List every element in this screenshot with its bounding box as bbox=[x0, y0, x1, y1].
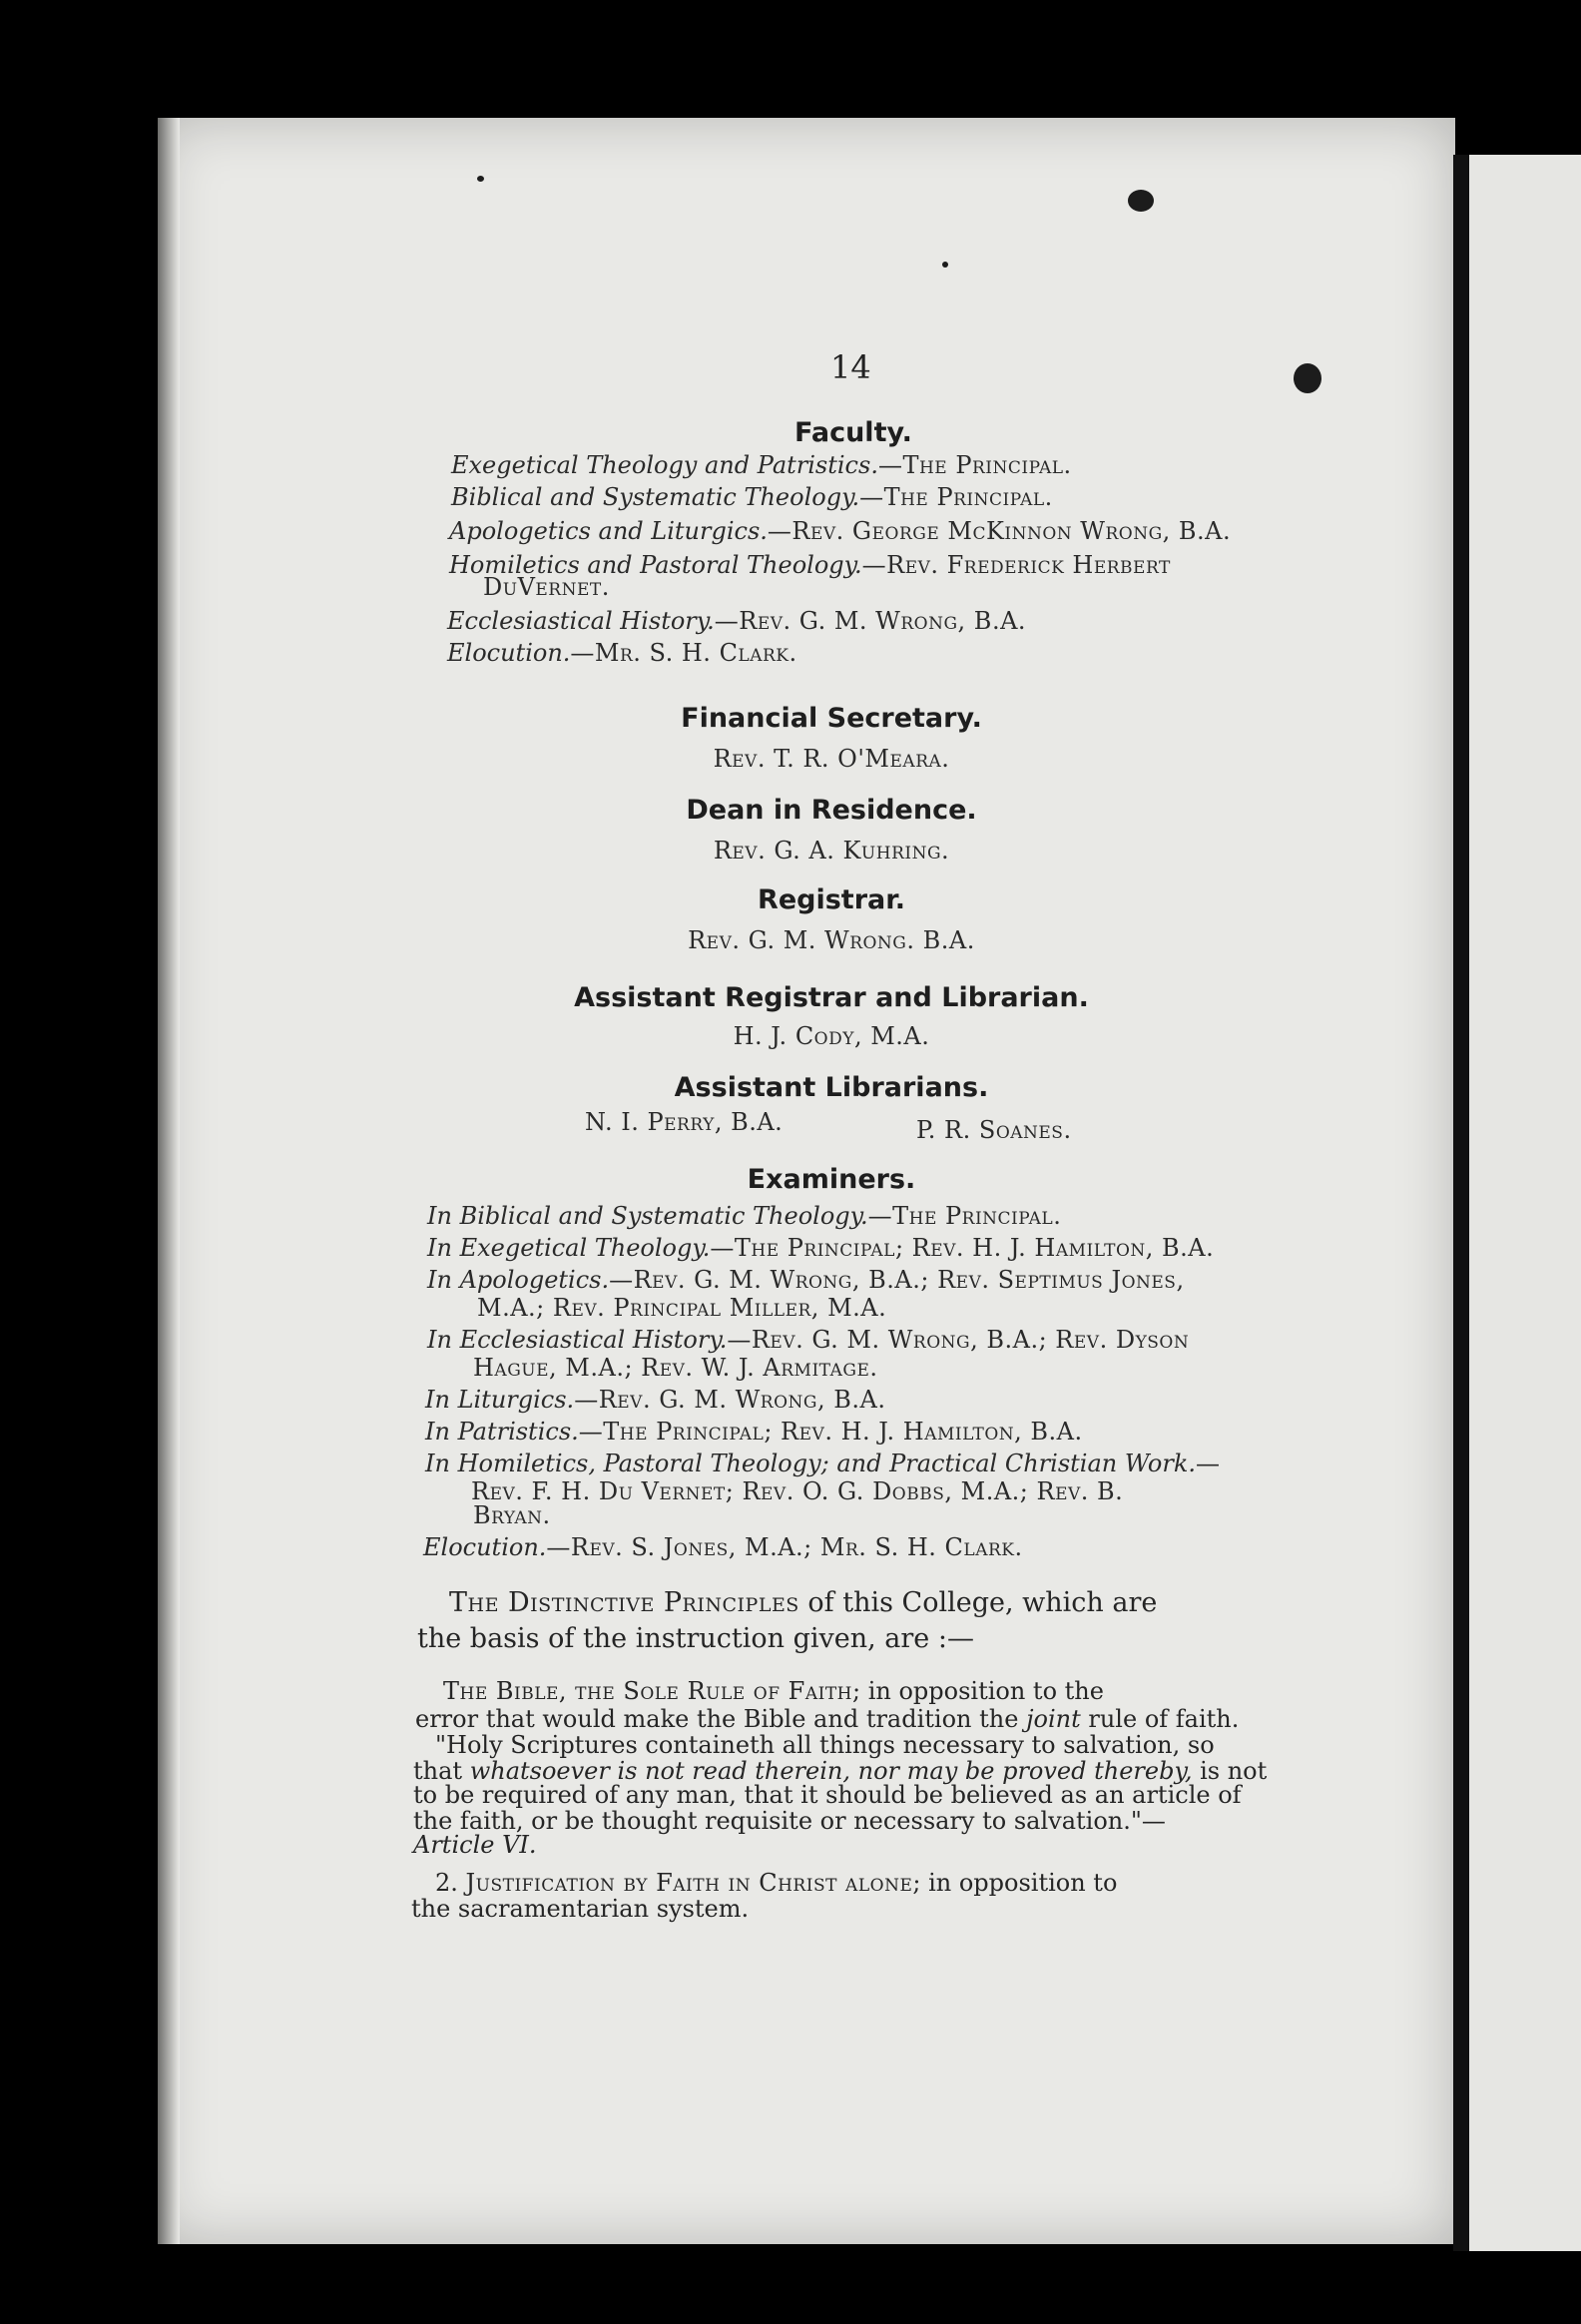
examiner-line: In Ecclesiastical History.—Rev. G. M. Wrong, B.A.; Rev. Dyson bbox=[427, 1326, 1190, 1354]
examiner-line: Rev. F. H. Du Vernet; Rev. O. G. Dobbs, M.A.; Rev. B. bbox=[471, 1477, 1124, 1505]
principle-1: The Bible, the Sole Rule of Faith; in opposition to the bbox=[443, 1677, 1104, 1705]
assistant-librarian-name: P. R. Soanes. bbox=[916, 1116, 1072, 1144]
examiner-line: In Biblical and Systematic Theology.—The Principal. bbox=[427, 1202, 1062, 1230]
examiner-line: In Liturgics.—Rev. G. M. Wrong, B.A. bbox=[425, 1386, 886, 1414]
principle-1-line: error that would make the Bible and tradition the joint rule of faith. bbox=[415, 1705, 1240, 1733]
examiner-line: M.A.; Rev. Principal Miller, M.A. bbox=[477, 1294, 887, 1322]
principle-1-line: the faith, or be thought requisite or necessary to salvation."— bbox=[413, 1807, 1166, 1835]
financial-secretary-heading: Financial Secretary. bbox=[681, 703, 982, 734]
principle-1-line: that whatsoever is not read therein, nor may be proved thereby, is not bbox=[413, 1757, 1268, 1785]
principle-2: 2. Justification by Faith in Christ alone; in opposition to bbox=[435, 1869, 1118, 1897]
registrar-name: Rev. G. M. Wrong. B.A. bbox=[688, 926, 975, 954]
faculty-line: Elocution.—Mr. S. H. Clark. bbox=[447, 639, 797, 667]
examiner-line: Hague, M.A.; Rev. W. J. Armitage. bbox=[473, 1354, 878, 1382]
principle-2-line: the sacramentarian system. bbox=[411, 1895, 750, 1923]
faculty-line: DuVernet. bbox=[483, 573, 610, 601]
principles-intro: The Distinctive Principles of this College, which are bbox=[449, 1587, 1158, 1618]
faculty-heading: Faculty. bbox=[794, 417, 912, 448]
faculty-line: Homiletics and Pastoral Theology.—Rev. Frederick Herbert bbox=[449, 551, 1171, 579]
assistant-registrar-heading: Assistant Registrar and Librarian. bbox=[574, 982, 1089, 1013]
assistant-registrar-name: H. J. Cody, M.A. bbox=[733, 1022, 930, 1050]
examiner-line: In Apologetics.—Rev. G. M. Wrong, B.A.; Rev. Septimus Jones, bbox=[427, 1266, 1185, 1294]
faculty-line: Biblical and Systematic Theology.—The Principal. bbox=[451, 483, 1053, 511]
registrar-heading: Registrar. bbox=[758, 884, 905, 915]
principles-intro-line2: the basis of the instruction given, are :— bbox=[417, 1623, 974, 1654]
faculty-line: Exegetical Theology and Patristics.—The Principal. bbox=[451, 451, 1072, 479]
dean-heading: Dean in Residence. bbox=[686, 795, 977, 826]
principle-1-line: Article VI. bbox=[413, 1831, 537, 1859]
assistant-librarians-heading: Assistant Librarians. bbox=[674, 1072, 989, 1103]
examiner-line: Bryan. bbox=[473, 1501, 551, 1529]
faculty-line: Apologetics and Liturgics.—Rev. George McKinnon Wrong, B.A. bbox=[449, 517, 1232, 545]
principle-1-line: to be required of any man, that it should be believed as an article of bbox=[413, 1781, 1242, 1809]
binding-shadow bbox=[1453, 155, 1469, 2251]
adjacent-page-edge bbox=[1469, 155, 1581, 2251]
assistant-librarian-name: N. I. Perry, B.A. bbox=[585, 1108, 784, 1136]
page-number: 14 bbox=[830, 348, 871, 386]
examiner-line: In Patristics.—The Principal; Rev. H. J. Hamilton, B.A. bbox=[425, 1418, 1083, 1446]
dean-name: Rev. G. A. Kuhring. bbox=[713, 837, 950, 865]
faculty-line: Ecclesiastical History.—Rev. G. M. Wrong, B.A. bbox=[447, 607, 1027, 635]
examiner-line: Elocution.—Rev. S. Jones, M.A.; Mr. S. H. Clark. bbox=[423, 1533, 1023, 1561]
examiner-line: In Exegetical Theology.—The Principal; Rev. H. J. Hamilton, B.A. bbox=[427, 1234, 1215, 1262]
examiner-line: In Homiletics, Pastoral Theology; and Practical Christian Work.— bbox=[425, 1450, 1221, 1477]
principle-1-line: "Holy Scriptures containeth all things necessary to salvation, so bbox=[435, 1731, 1215, 1759]
examiners-heading: Examiners. bbox=[747, 1164, 916, 1195]
financial-secretary-name: Rev. T. R. O'Meara. bbox=[713, 745, 950, 773]
